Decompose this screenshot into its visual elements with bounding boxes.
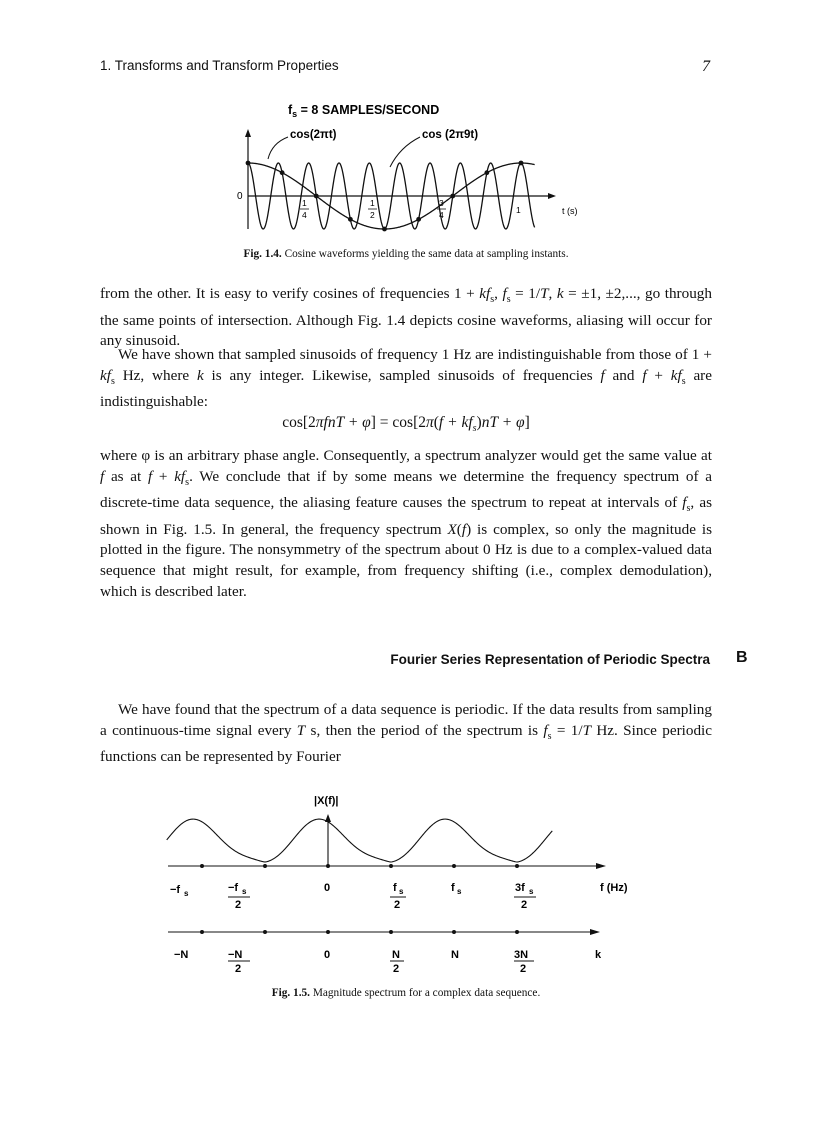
svg-text:3: 3	[439, 198, 444, 208]
fig15-ftick-neg-half-fs	[228, 882, 250, 911]
running-head	[100, 58, 710, 78]
fig14-sample-point	[246, 161, 251, 166]
svg-text:4: 4	[439, 210, 444, 220]
svg-text:N: N	[392, 949, 400, 961]
fig14-tick-zero: 0	[237, 191, 243, 202]
fig15-ktick-three-half-n	[514, 949, 534, 975]
svg-text:2: 2	[394, 899, 401, 911]
fig15-f-tick-dot	[326, 864, 330, 868]
fig15-k-tick-dot	[389, 930, 393, 934]
fig15-f-tick-dot	[263, 864, 267, 868]
fig14-sample-point	[348, 217, 353, 222]
svg-text:1: 1	[370, 198, 375, 208]
fig15-ktick-n	[451, 949, 459, 961]
fig15-k-tick-dot	[515, 930, 519, 934]
running-head-title: 1. Transforms and Transform Properties	[100, 58, 339, 73]
svg-text:2: 2	[235, 899, 242, 911]
svg-text:4: 4	[302, 210, 307, 220]
fig15-f-tick-dot	[389, 864, 393, 868]
fig15-ftick-fs	[451, 882, 462, 896]
figure-1-5	[140, 780, 680, 980]
page-number: 7	[702, 58, 710, 75]
fig15-ftick-three-half-fs	[514, 882, 536, 911]
fig15-ylabel: |X(f)|	[314, 795, 339, 807]
paragraph-4: We have found that the spectrum of a data sequence is periodic. If the data results from sampling a continuous-time signal every T s, then the period of the spectrum is $f_s = 1/T$ Hz. Since periodic functions can be represented by Fourier	[100, 701, 713, 766]
fig14-sample-point	[484, 170, 489, 175]
fig14-sample-point	[416, 217, 421, 222]
fig14-caption-text: Cosine waveforms yielding the same data at sampling instants.	[284, 248, 569, 260]
fig14-label-cos1: cos(2πt)	[290, 129, 337, 141]
svg-text:f: f	[393, 882, 397, 894]
svg-text:2: 2	[235, 963, 242, 975]
fig14-title: $f_s = 8$ SAMPLES/SECOND	[288, 103, 440, 119]
fig15-spectrum-curve	[167, 819, 553, 862]
fig14-sample-point	[382, 227, 387, 232]
section-title: Fourier Series Representation of Periodic Spectra	[390, 652, 710, 667]
fig15-k-axis-label: k	[595, 949, 602, 961]
svg-text:3N: 3N	[514, 949, 529, 961]
paragraph-2: We have shown that sampled sinusoids of frequency 1 Hz are indistinguishable from those of $1 + kf_s$ Hz, where k is any integer. Likewise, sampled sinusoids of frequencies f and $f + kf_s$ are indistinguishable:	[100, 346, 712, 411]
fig14-tick-quarter	[300, 198, 309, 220]
fig14-tick-half	[368, 198, 377, 220]
fig15-k-arrow	[590, 929, 600, 935]
fig14-tick-one: 1	[516, 205, 521, 215]
svg-text:N: N	[451, 949, 459, 961]
fig15-ftick-half-fs	[390, 882, 406, 911]
svg-text:s: s	[184, 889, 189, 898]
svg-text:−f: −f	[228, 882, 239, 894]
fig15-k-tick-dot	[452, 930, 456, 934]
fig15-k-tick-dot	[200, 930, 204, 934]
svg-text:s: s	[457, 887, 462, 896]
fig14-caption	[100, 248, 712, 260]
fig15-f-arrow	[596, 863, 606, 869]
fig15-caption-text: Magnitude spectrum for a complex data sequence.	[312, 987, 541, 999]
fig15-f-tick-dot	[515, 864, 519, 868]
svg-text:2: 2	[521, 899, 528, 911]
svg-text:f: f	[451, 882, 455, 894]
fig14-pointer-cos1	[268, 137, 288, 159]
fig15-f-tick-dot	[452, 864, 456, 868]
svg-text:3f: 3f	[515, 882, 525, 894]
fig15-f-tick-dot	[200, 864, 204, 868]
fig15-ktick-zero	[324, 949, 330, 961]
fig14-sample-point	[450, 194, 455, 199]
svg-text:s: s	[399, 887, 404, 896]
svg-text:2: 2	[393, 963, 400, 975]
equation: $\cos[2\pi fnT + \varphi] = \cos[2\pi(f + kf_s)nT + \varphi]$	[282, 414, 530, 435]
fig14-x-arrow	[548, 193, 556, 199]
fig14-y-arrow	[245, 129, 251, 137]
fig14-sample-point	[280, 170, 285, 175]
fig15-k-tick-dot	[263, 930, 267, 934]
svg-text:s: s	[242, 887, 247, 896]
fig15-ktick-neg-n	[174, 949, 188, 961]
svg-text:2: 2	[370, 210, 375, 220]
fig14-tick-three-quarter	[437, 198, 446, 220]
svg-text:−f: −f	[170, 884, 181, 896]
fig14-pointer-cos9	[390, 137, 420, 167]
fig15-ftick-neg-fs	[170, 884, 189, 898]
svg-text:2: 2	[520, 963, 527, 975]
fig15-caption	[100, 987, 712, 999]
svg-text:0: 0	[324, 882, 331, 894]
fig15-f-axis-label: f (Hz)	[600, 882, 628, 894]
fig15-ftick-zero	[324, 882, 330, 894]
fig15-ktick-neg-half-n	[228, 949, 250, 975]
paragraph-3: where φ is an arbitrary phase angle. Consequently, a spectrum analyzer would get the same value at f as at $f + kf_s$. We conclude that if by some means we determine the frequency spectrum of a discrete-time data sequence, the aliasing feature causes the spectrum to repeat at intervals of $f_s$, as shown in Fig. 1.5. In general, the frequency spectrum X(f) is complex, so only the magnitude is plotted in the figure. The nonsymmetry of the spectrum about 0 Hz is due to a complex-valued data sequence that might result, for example, from frequency shifting (i.e., complex demodulation), which is described later.	[100, 447, 712, 600]
fig14-sample-point	[314, 194, 319, 199]
svg-text:s: s	[529, 887, 534, 896]
fig14-sample-point	[519, 161, 524, 166]
svg-text:−N: −N	[228, 949, 243, 961]
fig14-label-cos9: cos (2π9t)	[422, 129, 479, 141]
section-letter: B	[736, 649, 748, 666]
svg-text:1: 1	[302, 198, 307, 208]
svg-text:0: 0	[324, 949, 331, 961]
fig14-axis-label: t (s)	[562, 206, 578, 216]
svg-text:−N: −N	[174, 949, 189, 961]
figure-1-4	[200, 95, 620, 245]
fig15-ktick-half-n	[390, 949, 404, 975]
fig15-caption-label: Fig. 1.5.	[271, 987, 311, 999]
fig14-caption-label: Fig. 1.4.	[243, 248, 282, 260]
paragraph-1: from the other. It is easy to verify cosines of frequencies $1 + kf_s$, $f_s = 1/T$, k = ±1, ±2,..., go through the same points of intersection. Although Fig. 1.4 depicts cosine waveforms, aliasing will occur for any sinusoid.	[100, 285, 712, 350]
fig15-k-tick-dot	[326, 930, 330, 934]
